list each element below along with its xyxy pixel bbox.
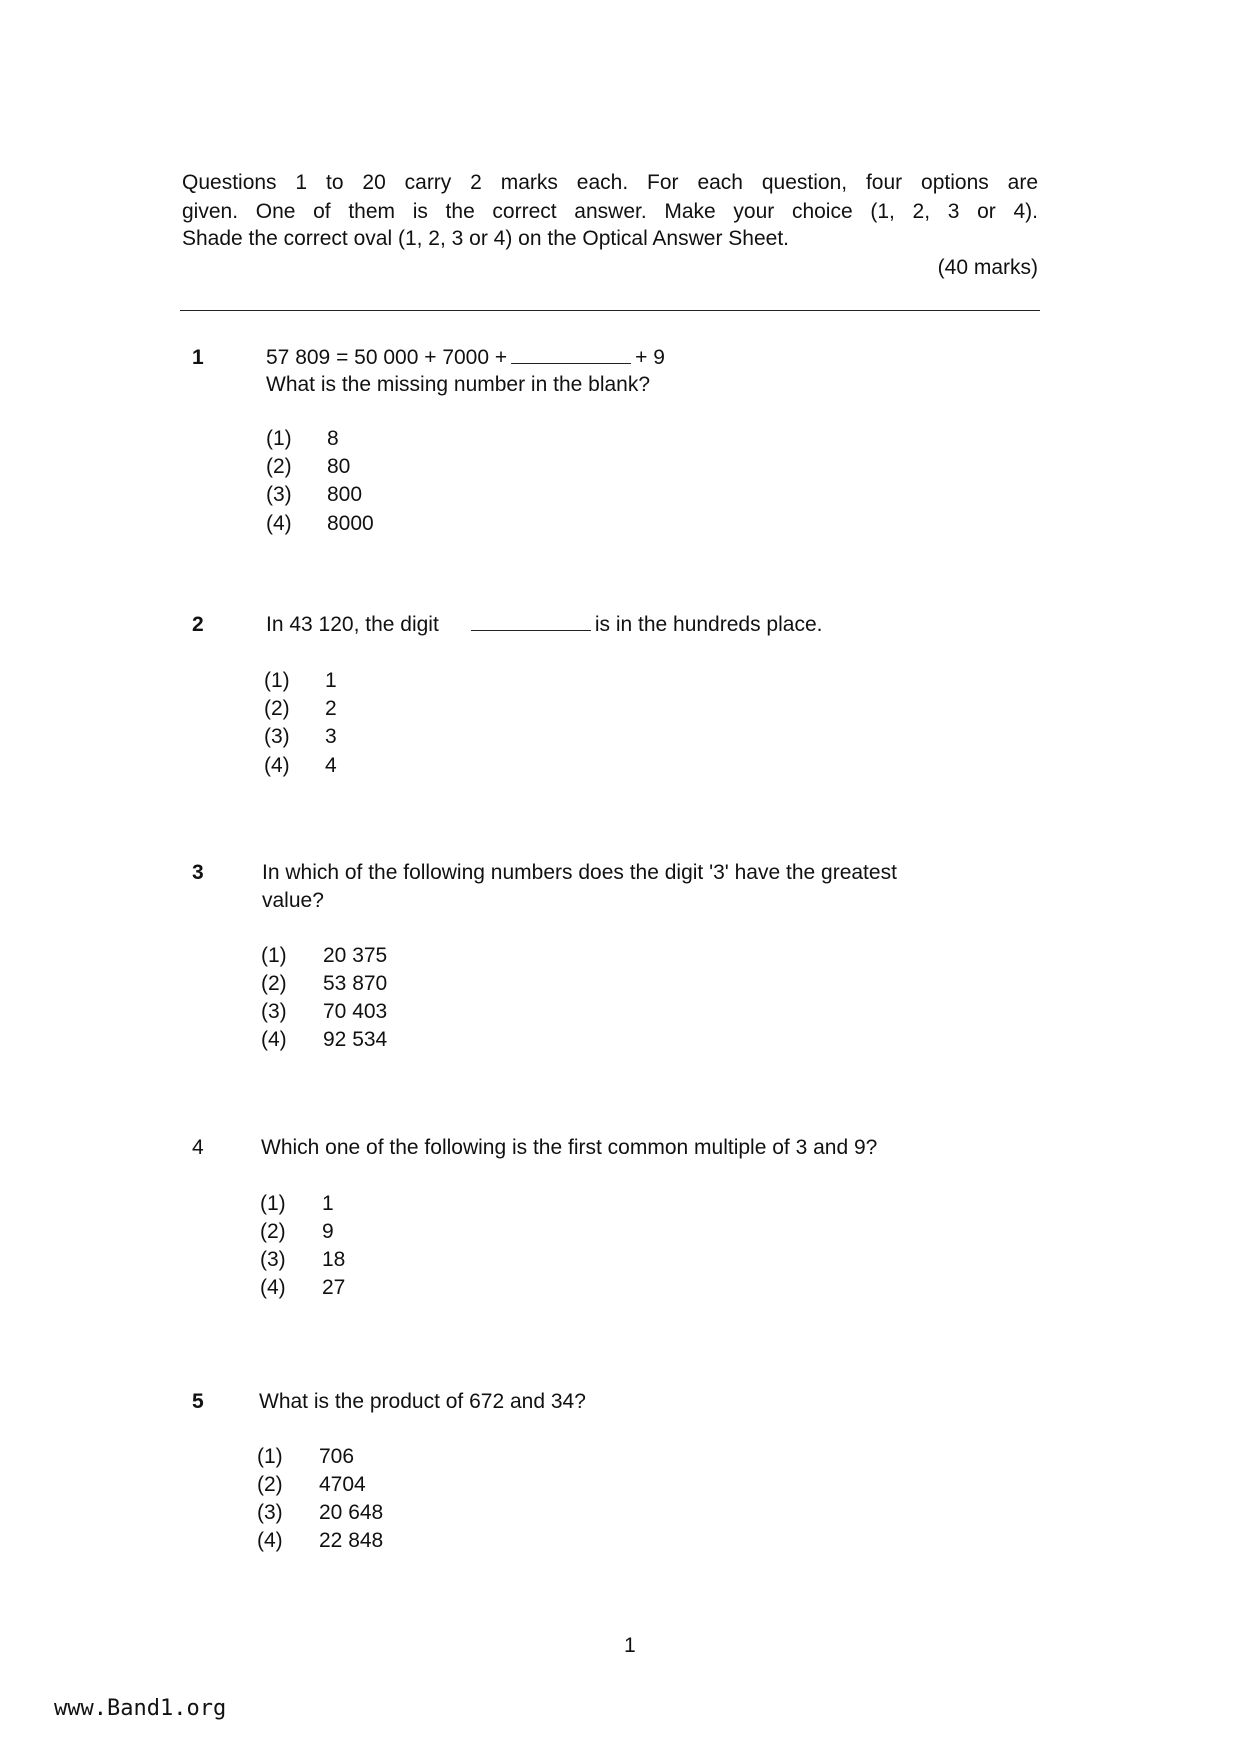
option-label: (2) — [261, 972, 287, 995]
option-label: (4) — [257, 1529, 283, 1552]
option-label: (3) — [260, 1248, 286, 1271]
option-label: (4) — [261, 1028, 287, 1051]
option-label: (1) — [264, 669, 290, 692]
instructions-line-1: Questions 1 to 20 carry 2 marks each. For each question, four options are — [182, 171, 1038, 194]
question-text: Which one of the following is the first common multiple of 3 and 9? — [261, 1136, 878, 1159]
question-text: What is the product of 672 and 34? — [259, 1390, 586, 1413]
question-number: 3 — [192, 861, 204, 884]
option-value: 800 — [327, 483, 363, 506]
total-marks: (40 marks) — [937, 256, 1038, 279]
option-value: 4 — [325, 754, 337, 777]
question-text-before: 57 809 = 50 000 + 7000 + — [266, 346, 508, 369]
option-label: (3) — [257, 1501, 283, 1524]
question-text-after: + 9 — [635, 346, 665, 369]
option-value: 1 — [325, 669, 337, 692]
option-label: (2) — [257, 1473, 283, 1496]
option-value: 20 375 — [323, 944, 388, 967]
option-value: 80 — [327, 455, 351, 478]
option-value: 70 403 — [323, 1000, 388, 1023]
option-value: 8000 — [327, 512, 374, 535]
question-text: In which of the following numbers does the digit '3' have the greatest — [262, 861, 897, 884]
option-label: (1) — [266, 427, 292, 450]
option-value: 92 534 — [323, 1028, 388, 1051]
option-value: 18 — [322, 1248, 346, 1271]
option-label: (2) — [260, 1220, 286, 1243]
option-value: 8 — [327, 427, 339, 450]
question-number: 4 — [192, 1136, 204, 1159]
option-value: 22 848 — [319, 1529, 384, 1552]
option-label: (3) — [264, 725, 290, 748]
instructions-line-2: given. One of them is the correct answer. Make your choice (1, 2, 3 or 4). — [182, 200, 1038, 223]
option-value: 2 — [325, 697, 337, 720]
question-text-after: is in the hundreds place. — [594, 613, 823, 636]
option-value: 9 — [322, 1220, 334, 1243]
option-value: 53 870 — [323, 972, 388, 995]
question-number: 1 — [192, 346, 204, 369]
option-value: 4704 — [319, 1473, 366, 1496]
option-label: (1) — [261, 944, 287, 967]
option-label: (1) — [257, 1445, 283, 1468]
option-value: 20 648 — [319, 1501, 384, 1524]
option-value: 706 — [319, 1445, 355, 1468]
question-text-before: In 43 120, the digit — [266, 613, 439, 636]
option-value: 1 — [322, 1192, 334, 1215]
page-number: 1 — [624, 1634, 636, 1657]
option-label: (2) — [266, 455, 292, 478]
instructions-line-3: Shade the correct oval (1, 2, 3 or 4) on the Optical Answer Sheet. — [182, 227, 790, 250]
answer-blank — [471, 612, 591, 631]
question-text-line-2: What is the missing number in the blank? — [266, 373, 651, 396]
option-label: (4) — [266, 512, 292, 535]
question-text — [266, 345, 665, 371]
option-label: (3) — [266, 483, 292, 506]
question-text-line-2: value? — [262, 889, 324, 912]
question-text — [266, 612, 822, 638]
option-label: (4) — [260, 1276, 286, 1299]
option-value: 3 — [325, 725, 337, 748]
option-label: (3) — [261, 1000, 287, 1023]
footer-website: www.Band1.org — [54, 1696, 227, 1721]
option-value: 27 — [322, 1276, 346, 1299]
option-label: (1) — [260, 1192, 286, 1215]
answer-blank — [511, 345, 631, 364]
section-divider — [180, 310, 1040, 311]
option-label: (2) — [264, 697, 290, 720]
question-number: 2 — [192, 613, 204, 636]
option-label: (4) — [264, 754, 290, 777]
question-number: 5 — [192, 1390, 204, 1413]
